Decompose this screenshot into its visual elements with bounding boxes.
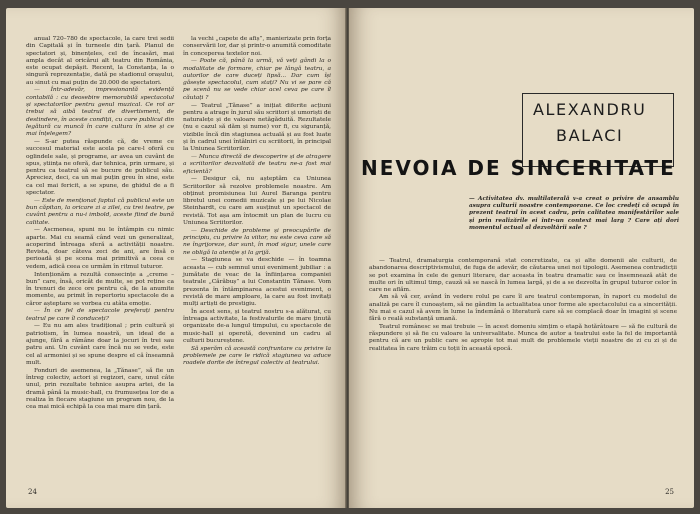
column-paragraph: — S-ar putea răspunde că, de vreme ce succesul material este acela pe care-l oferă cu oglindele sale, și programe, ar avea un cuvânt de spus, știința ne oferă, dar tehnica, prin urmare, și pentru ca teatrul să se bucure de publicul său. Apreciez, deci, ca un mai puțin greu în sine, este ca cel mai fericit, a se spune, de ghidul de a fi spectator. bbox=[26, 138, 174, 196]
article-body bbox=[369, 258, 677, 353]
column-paragraph: — Într-adevăr, impresionantă evidență contabilă : cu deosebire memorabilă spectacolul și spectatorilor pentru genul muzical. Ce rol ar trebui să aibă teatrul de divertisment, de destindere, în aceste condiții, cu care publicul din legătură cu muncă în care cultura în sine și ce mai înțelegem? bbox=[26, 87, 174, 138]
author-first-name: ALEXANDRU bbox=[533, 100, 647, 119]
column-paragraph: — Este de menționat faptul că publicul este un bun căpitan, la oricare zi a zilei, cu trei teatre, pe cuvânt pentru a nu-i imbold, aceste fiind de bună calitate. bbox=[26, 197, 174, 226]
column-paragraph: — Ascmenea, spuni nu le întâmpin cu nimic aparte. Mai cu seamă când vezi un generalizat, acoperind întreaga sferă a activității noastre. Revista, doar câteva zeci de ani, are însă o perioadă și pe scena mai primitivă a ceea ce vedem, adică ceea ce urmăm în ritmul tuturor. bbox=[26, 227, 174, 270]
column-paragraph: — Eu nu am ales tradițional ; prin cultură și patriotism, în lumea noastră, un ideal de a ajunge, fără a rămâne doar la jocuri în trei sau patru ani. Un cuvânt care încă nu se vede, este cel al armoniei și se spune despre el că înseamnă mult. bbox=[26, 323, 174, 366]
left-page-column-2 bbox=[183, 36, 331, 368]
column-paragraph: Fonduri de asemenea, la „Tănase”, să fie un întreg colectiv, actori și regizori, care, unul câte unul, prin rezultate tehnice asupra artei, de la dramă până la music-hall, cu frumusețea lor de a realiza în fiecare stagiune un program nou, de la cea mai mică echipă la cea mai mare din țară. bbox=[26, 367, 174, 411]
author-last-name: BALACI bbox=[556, 126, 624, 145]
column-paragraph: — Desigur că, nu așteptăm ca Uniunea Scriitorilor să rezolve problemele noastre. Am obținut promisiunea lui Aurel Baranga pentru libretul unei comedii muzicale și pe lui Nicolae Steinhardt, cu care am susținut un spectacol de revistă. Tot așa am întocmit un plan de lucru cu Uniunea Scriitorilor. bbox=[183, 176, 331, 227]
column-paragraph: — Stagiunea se va deschide — în toamna aceasta — cub semnul unui eveniment jubiliar : a jumătate de veac de la înființarea companiei teatrale „Cărăbuș” a lui Constantin Tănase. Vom prezenta în întâmpinarea acestui eveniment, o revistă de mare amploare, la care au fost invitați mulți artiști de prestigiu. bbox=[183, 257, 331, 308]
column-paragraph: — În ce fel de spectacole preferați pentru teatrul pe care îl conduceți? bbox=[26, 308, 174, 322]
body-paragraph: Am să vă cer, având în vedere rolul pe care îl are teatrul contemporan, în raport cu modelul de analiză pe care îl cunoaștem, să ne gândim la actualitatea unor forme ale spectacolului ca a sincerității. Nu mai e cazul să avem în lume la îndemână o literatură care să se complacă doar în imagini și scene fără o reală substanță umană. bbox=[369, 294, 677, 323]
column-paragraph: la vechi „capete de afiș”, manierizate prin forța conservării lor, dar și printr-o anumită comoditate în conceperea textelor noi. bbox=[183, 36, 331, 57]
interview-question-lead bbox=[469, 196, 679, 232]
page-number-right: 25 bbox=[665, 488, 674, 496]
column-paragraph: În acest sens, și teatrul nostru s-a alăturat, cu întreaga activitate, la festivalurile de mare ținută organizate de-a lungul timpului, cu spectacole de music-hall și operetă, devenind un cadru al culturii bucureștene. bbox=[183, 308, 331, 345]
column-paragraph: — Poate că, până la urmă, vă veți gândi la o modalitate de formare, chiar pe lângă teatru, a autorilor de care duceți lipsă... Dar cum își găsește spectacolul, cum stați? Nu vi se pare că pe scenă nu se vede chiar acel ceva pe care îl căutați ? bbox=[183, 58, 331, 101]
column-paragraph: — Deschide de probleme și preocupările de principiu, cu privire la viitor, nu este ceva care să ne îngrijoreze, dar sunt, în mod sigur, unele care ne obligă la atenție și la grijă. bbox=[183, 227, 331, 256]
page-number-left: 24 bbox=[28, 488, 37, 496]
column-paragraph: anual 720–780 de spectacole, la care trei sedii din Capitală și în turneele din țară. Planul de spectatori și, binențeles, cel de încasări, mai ampla decât al oricărui alt teatru din România, este ocupat depășit. Recent, la Constanța, la o singură reprezentație, dată pe stadionul orașului, au sinut cu mai puțin de 20.000 de spectatori. bbox=[26, 36, 174, 86]
body-paragraph: Teatrul românesc se mai trebuie — în acest domeniu simțim o etapă hotărâtoare — să fie cultură de răspundere și să fie cu valoare la universalitate. Munca de autor a teatrului este la fel de importantă pentru că are un public care se apropie tot mai mult de problemele vieții noastre de zi cu zi și de realitatea în care trăim cu toții în această epocă. bbox=[369, 323, 677, 352]
article-title: NEVOIA DE SINCERITATE bbox=[361, 156, 676, 180]
left-page bbox=[6, 8, 346, 508]
body-paragraph: — Teatrul, dramaturgia contemporană stat concretizate, ca și alte domenii ale culturii, de abandonarea descriptivismului, de fuga de adevăr, de căutarea unei noi tipologii. Asemenea contradicții se pot examina în cele de genuri literare, dar aceasta în teatru dramatic sau ce însemnează atât de multe ori în ultimul timp, cauză să se nască în lumea largă, și de a se dezvolta în grupul tuturor celor în care ne aflăm. bbox=[369, 258, 677, 294]
column-paragraph: — Teatrul „Tănase” a inițiat diferite acțiuni pentru a atrage în jurul său scriitori și umoriști de naturalețe și de valoare netăgăduită. Rezultatele (nu e cazul să dăm și nume) vor fi, cu siguranță, vizibile încă din stagiunea actuală și au fost luate și în cadrul unei întâlniri cu scriitorii, în principal la Uniunea Scriitorilor. bbox=[183, 102, 331, 153]
column-paragraph: — Munca directă de descoperire și de atragere a scriitorilor dezvoltată de teatru ne-a fost mai eficientă? bbox=[183, 154, 331, 175]
column-paragraph: Să sperăm că această confruntare cu privire la problemele pe care le ridică stagiunea va aduce roadele dorite de întregul colectiv al teatrului. bbox=[183, 345, 331, 367]
column-paragraph: Intenționăm a rezultă consecințe a „creme – bun” care, însă, oricât de multe, se pot reține ca în trenuri de zece ore pentru că, de la anumite momente, au primit în repertoriu spectacole de a căror așteptare se vorbea cu atâta emoție. bbox=[26, 271, 174, 307]
lead-paragraph: — Activitatea dv. multilaterală v-a creat o privire de ansamblu asupra culturii noastre contemporane. Ce loc credeți că ocupă în prezent teatrul în acest cadru, prin calitatea manifestărilor sale și prin realizările ei într-un context mai larg ? Care ați dori momentul actual al dezvoltării sale ? bbox=[469, 196, 679, 231]
right-page bbox=[349, 8, 694, 508]
left-page-column-1 bbox=[26, 36, 174, 412]
